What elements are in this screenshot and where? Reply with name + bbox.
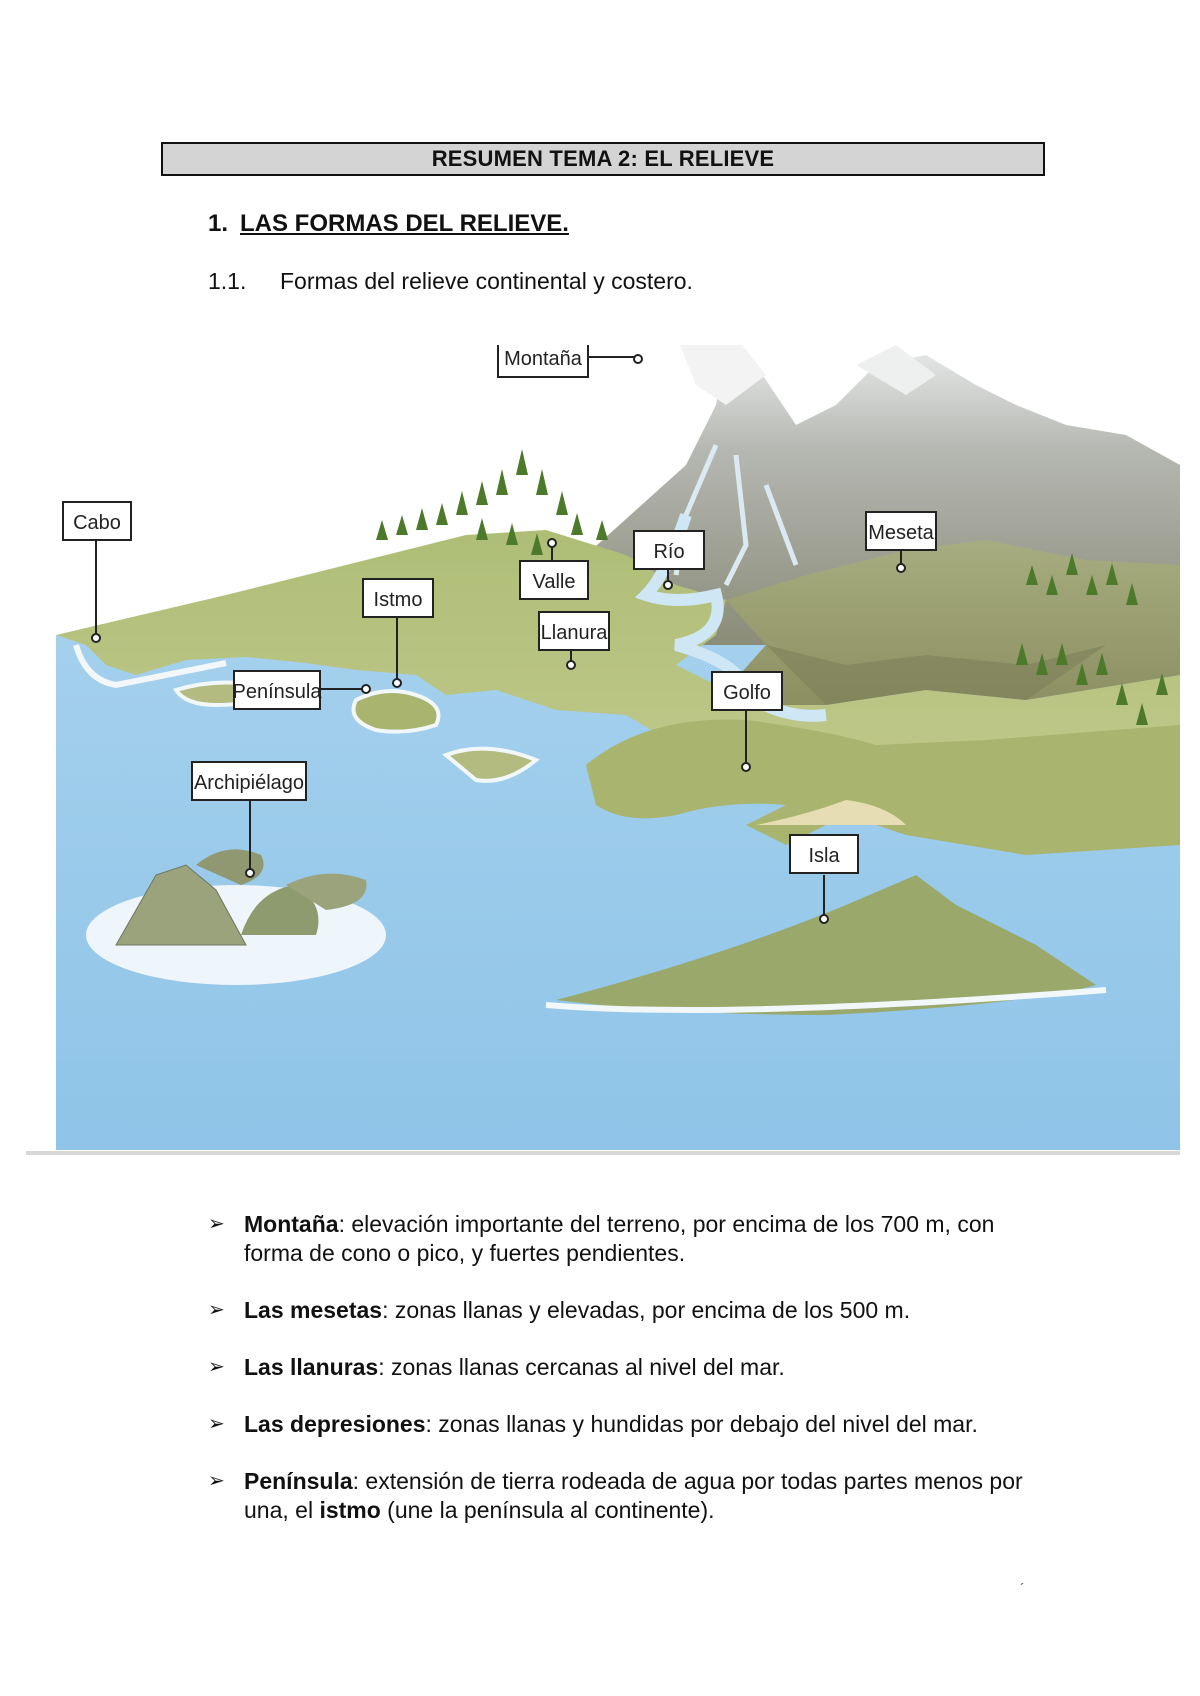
peninsula-land bbox=[354, 691, 439, 732]
list-item bbox=[208, 1410, 1048, 1439]
callout-cabo bbox=[63, 502, 131, 540]
term-istmo: istmo bbox=[319, 1497, 381, 1523]
term: Las depresiones bbox=[244, 1411, 426, 1437]
definition: : zonas llanas cercanas al nivel del mar. bbox=[378, 1354, 785, 1380]
arrow-bullet-icon: ➢ bbox=[208, 1470, 225, 1492]
list-item bbox=[208, 1210, 1048, 1268]
label-peninsula: Península bbox=[232, 681, 322, 703]
definition: : zonas llanas y elevadas, por encima de los 500 m. bbox=[382, 1297, 911, 1323]
document-title: RESUMEN TEMA 2: EL RELIEVE bbox=[161, 142, 1045, 176]
label-montana: Montaña bbox=[504, 348, 582, 370]
label-isla: Isla bbox=[808, 845, 840, 867]
callout-valle bbox=[520, 561, 588, 599]
term: Península bbox=[244, 1468, 353, 1494]
label-rio: Río bbox=[653, 541, 685, 563]
callout-peninsula bbox=[233, 671, 323, 709]
list-item bbox=[208, 1353, 1048, 1382]
definition: : zonas llanas y hundidas por debajo del nivel del mar. bbox=[425, 1411, 978, 1437]
arrow-bullet-icon: ➢ bbox=[208, 1413, 225, 1435]
subsection-heading-1-1 bbox=[208, 268, 693, 295]
section-title: LAS FORMAS DEL RELIEVE. bbox=[240, 210, 569, 237]
definitions-list bbox=[208, 1210, 1048, 1553]
term: Montaña bbox=[244, 1211, 339, 1237]
label-valle: Valle bbox=[532, 571, 576, 593]
term: Las llanuras bbox=[244, 1354, 379, 1380]
callout-montana bbox=[498, 345, 588, 377]
label-cabo: Cabo bbox=[73, 512, 121, 534]
definition-end: (une la península al continente). bbox=[380, 1497, 715, 1523]
callout-meseta bbox=[866, 512, 936, 550]
callout-isla bbox=[790, 835, 858, 873]
page-mark: ´ bbox=[1020, 1580, 1025, 1596]
term: Las mesetas bbox=[244, 1297, 383, 1323]
label-meseta: Meseta bbox=[868, 522, 934, 544]
callout-archipielago bbox=[192, 762, 306, 800]
arrow-bullet-icon: ➢ bbox=[208, 1299, 225, 1321]
arrow-bullet-icon: ➢ bbox=[208, 1356, 225, 1378]
section-heading-1 bbox=[208, 210, 569, 238]
definition: : elevación importante del terreno, por encima de los 700 m, con forma de cono o pico, y fuertes pendientes. bbox=[244, 1211, 995, 1266]
definition: : extensión de tierra rodeada de agua por todas partes menos por una, el bbox=[244, 1468, 1023, 1523]
callout-golfo bbox=[712, 672, 782, 710]
relief-illustration bbox=[26, 345, 1180, 1155]
relief-landscape-svg bbox=[26, 345, 1180, 1155]
arrow-bullet-icon: ➢ bbox=[208, 1213, 225, 1235]
section-number: 1. bbox=[208, 210, 229, 237]
subsection-title: Formas del relieve continental y costero. bbox=[280, 268, 693, 294]
callout-rio bbox=[634, 531, 704, 569]
callout-istmo bbox=[363, 579, 433, 617]
label-llanura: Llanura bbox=[540, 622, 608, 644]
callout-llanura bbox=[539, 612, 609, 650]
subsection-number: 1.1. bbox=[208, 268, 247, 294]
list-item bbox=[208, 1296, 1048, 1325]
list-item bbox=[208, 1467, 1048, 1525]
label-istmo: Istmo bbox=[373, 589, 423, 611]
label-archipielago: Archipiélago bbox=[193, 772, 305, 794]
label-golfo: Golfo bbox=[723, 682, 771, 704]
